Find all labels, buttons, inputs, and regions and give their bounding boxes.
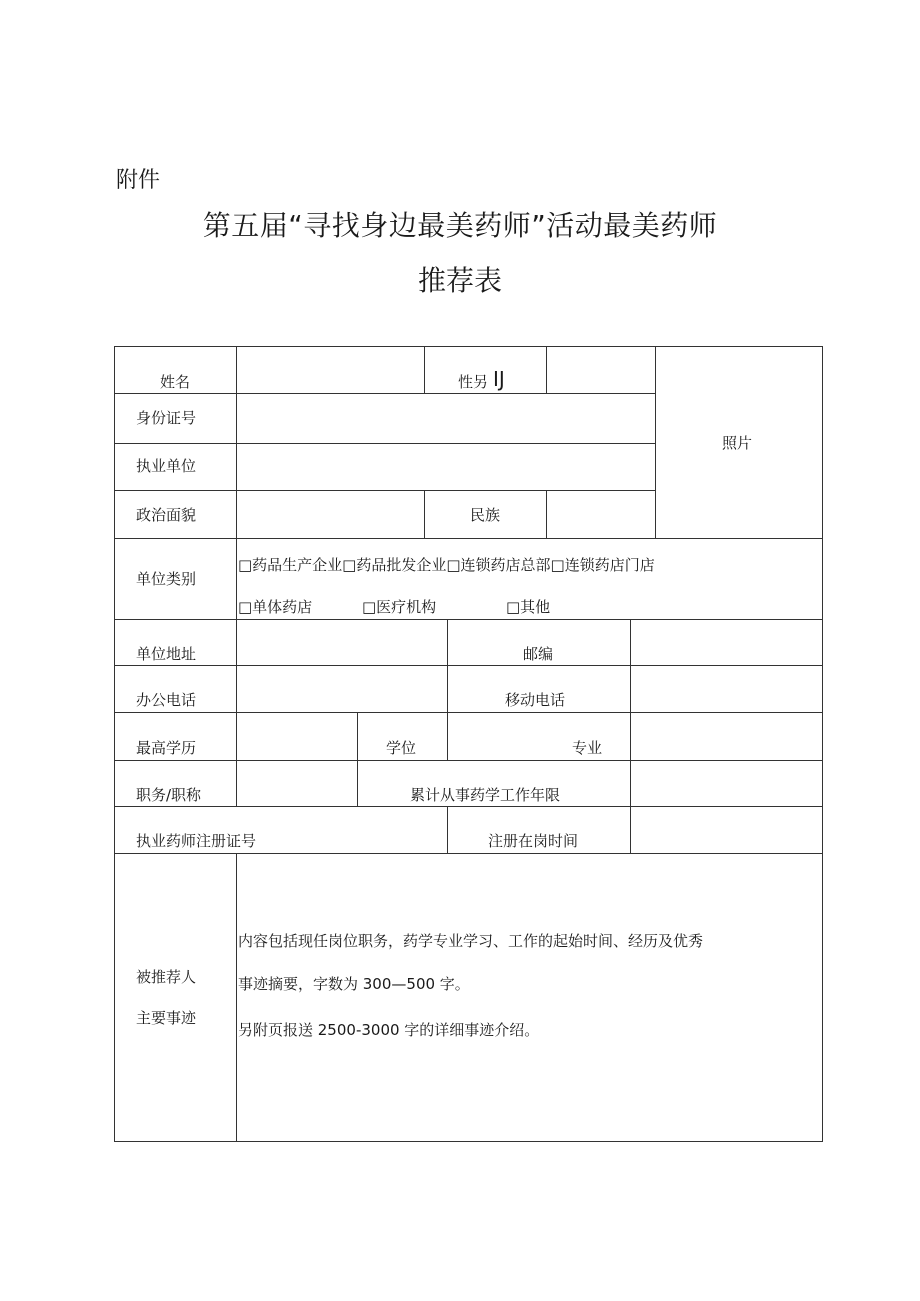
table-border-right xyxy=(822,346,823,1142)
form-title: 第五届“寻找身边最美药师”活动最美药师 xyxy=(202,209,718,242)
political-status-field[interactable] xyxy=(237,491,424,538)
table-border-left xyxy=(114,346,115,1142)
deeds-label-line1: 被推荐人 xyxy=(136,968,197,986)
deeds-field[interactable] xyxy=(237,854,822,1141)
postcode-field[interactable] xyxy=(631,620,822,665)
gender-field[interactable] xyxy=(547,347,655,393)
col-divider xyxy=(447,806,448,853)
mobile-phone-label: 移动电话 xyxy=(505,691,566,709)
ethnicity-field[interactable] xyxy=(547,491,655,538)
unit-type-option-single-pharmacy[interactable]: □单体药店 xyxy=(238,598,313,616)
years-in-pharmacy-field[interactable] xyxy=(631,761,822,806)
col-divider xyxy=(357,712,358,806)
employer-field[interactable] xyxy=(237,444,655,490)
job-title-label: 职务/职称 xyxy=(136,786,202,804)
table-border-bottom xyxy=(114,1141,823,1142)
address-field[interactable] xyxy=(237,620,447,665)
row-divider xyxy=(114,393,237,394)
row-divider xyxy=(114,538,823,539)
ethnicity-label: 民族 xyxy=(470,506,501,524)
unit-type-options-row1[interactable]: □药品生产企业□药品批发企业□连锁药店总部□连锁药店门店 xyxy=(238,556,655,574)
unit-type-option-medical-institution[interactable]: □医疗机构 xyxy=(362,598,437,616)
degree-field[interactable] xyxy=(448,713,558,760)
id-number-field[interactable] xyxy=(237,394,655,443)
major-label: 专业 xyxy=(572,739,603,757)
education-field[interactable] xyxy=(237,713,357,760)
office-phone-label: 办公电话 xyxy=(136,691,197,709)
employer-label: 执业单位 xyxy=(136,457,197,475)
col-divider xyxy=(236,538,237,619)
deeds-instruction-line1: 内容包括现任岗位职务，药学专业学习、工作的起始时间、经历及优秀 xyxy=(238,932,704,950)
photo-label: 照片 xyxy=(722,434,753,452)
license-number-field[interactable] xyxy=(300,807,447,853)
years-in-pharmacy-label: 累计从事药学工作年限 xyxy=(410,786,561,804)
job-title-field[interactable] xyxy=(237,761,357,806)
registered-time-label: 注册在岗时间 xyxy=(488,832,579,850)
name-field[interactable] xyxy=(237,347,424,393)
gender-label: 性另 xyxy=(458,373,489,391)
attachment-label: 附件 xyxy=(116,168,161,193)
address-label: 单位地址 xyxy=(136,645,197,663)
office-phone-field[interactable] xyxy=(237,666,447,712)
form-subtitle: 推荐表 xyxy=(417,264,502,297)
col-divider xyxy=(424,490,425,538)
unit-type-option-other[interactable]: □其他 xyxy=(506,598,551,616)
degree-label: 学位 xyxy=(386,739,417,757)
political-status-label: 政治面貌 xyxy=(136,506,197,524)
education-label: 最高学历 xyxy=(136,739,197,757)
major-field[interactable] xyxy=(631,713,822,760)
gender-mark: IJ xyxy=(493,367,505,391)
deeds-instruction-line2: 事迹摘要，字数为 300—500 字。 xyxy=(238,975,470,993)
photo-field[interactable] xyxy=(656,347,822,538)
license-number-label: 执业药师注册证号 xyxy=(136,832,257,850)
mobile-phone-field[interactable] xyxy=(631,666,822,712)
deeds-label-line2: 主要事迹 xyxy=(136,1009,197,1027)
deeds-instruction-line3: 另附页报送 2500-3000 字的详细事迹介绍。 xyxy=(238,1021,540,1039)
registered-time-field[interactable] xyxy=(631,807,822,853)
unit-type-label: 单位类别 xyxy=(136,570,197,588)
name-label: 姓名 xyxy=(160,373,191,391)
col-divider xyxy=(424,346,425,394)
id-number-label: 身份证号 xyxy=(136,409,197,427)
postcode-label: 邮编 xyxy=(523,645,554,663)
